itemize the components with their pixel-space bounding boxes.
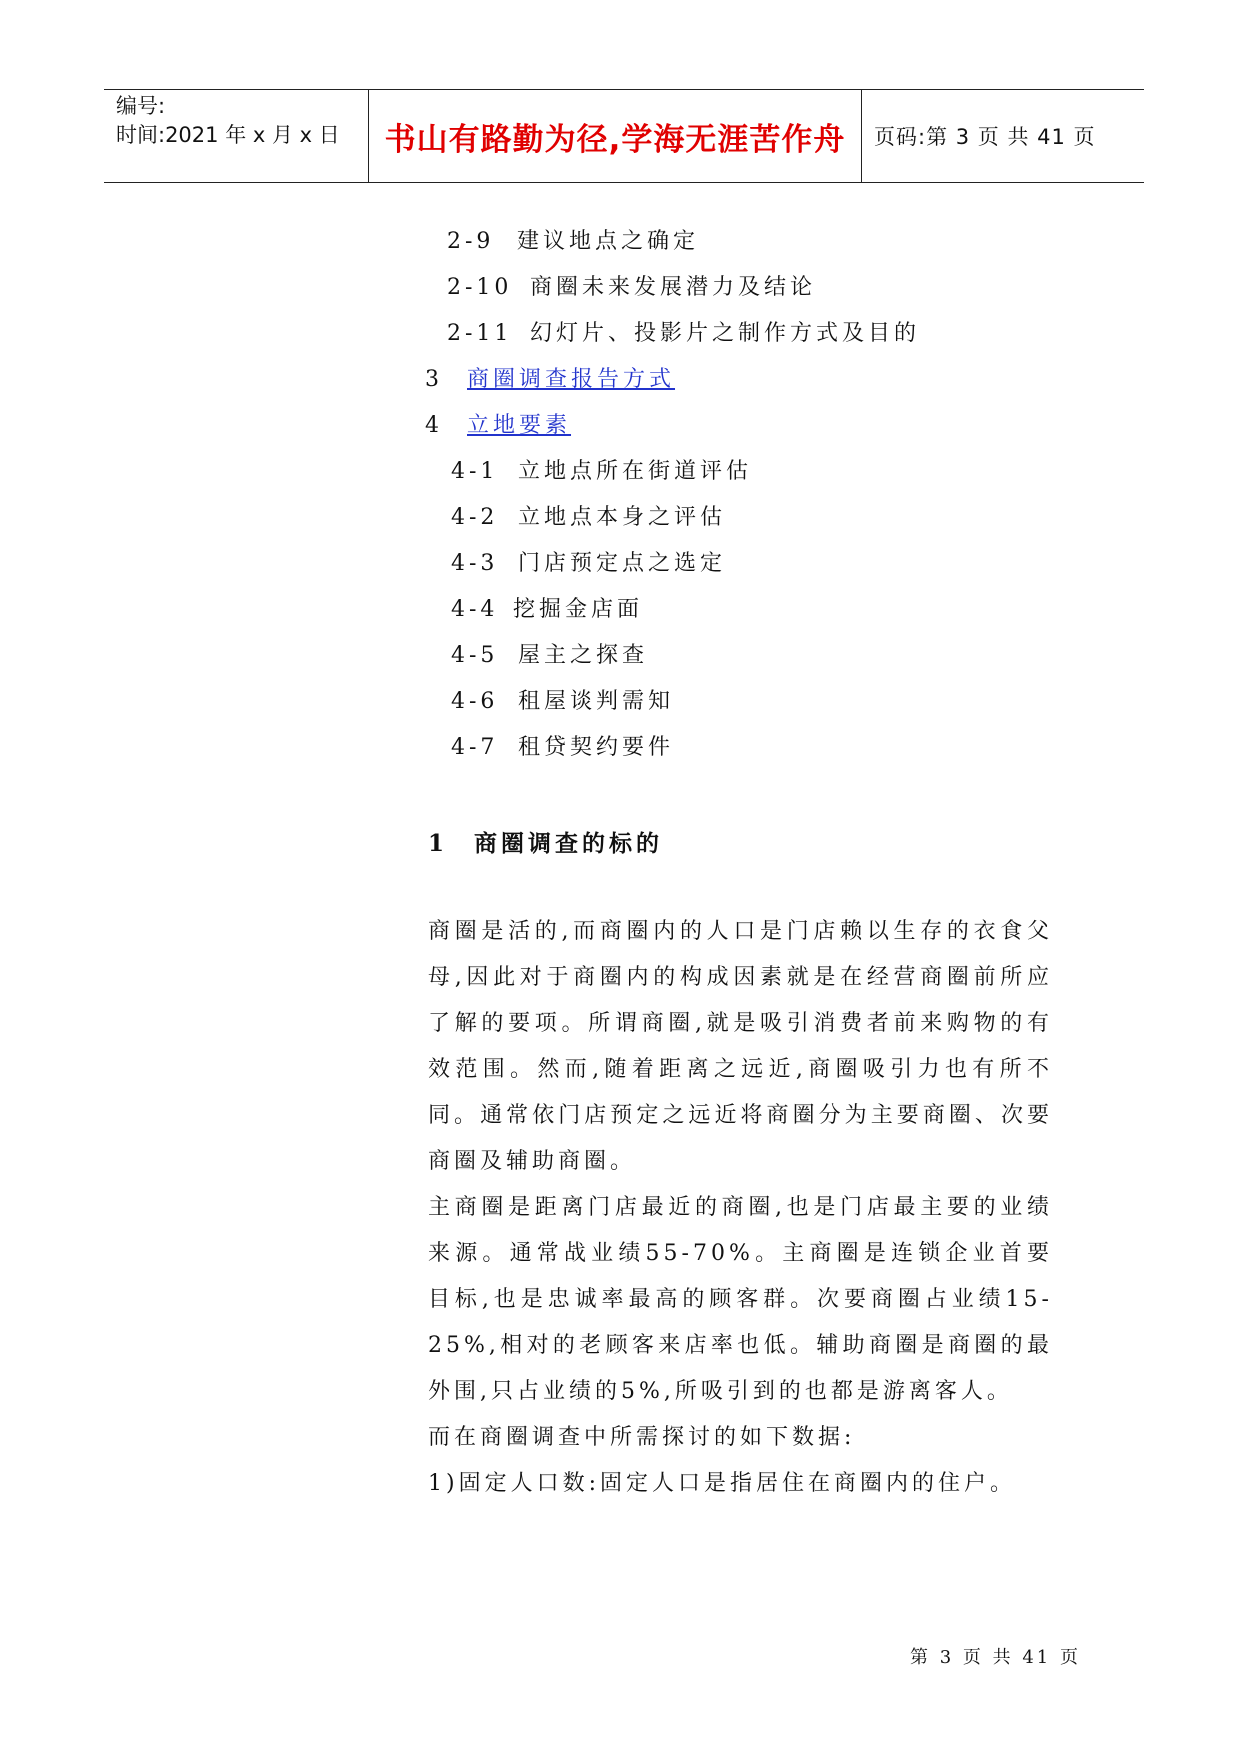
toc-item <box>451 454 752 485</box>
toc-item-link[interactable] <box>425 362 675 393</box>
paragraph-fixed-population: 1)固定人口数:固定人口是指居住在商圈内的住户。 <box>428 1471 1016 1496</box>
toc-item <box>447 270 816 301</box>
toc-item <box>451 500 726 531</box>
header-motto: 书山有路勤为径,学海无涯苦作舟 <box>369 90 862 182</box>
toc-item <box>451 546 726 577</box>
toc-item-number: 2-9 <box>447 229 495 254</box>
toc-item-text: 挖掘金店面 <box>513 597 644 622</box>
paragraph-data-intro: 而在商圈调查中所需探讨的如下数据: <box>428 1425 856 1450</box>
toc-item-number: 3 <box>425 367 443 392</box>
toc-item-text: 门店预定点之选定 <box>518 551 727 576</box>
toc-link-location-factors[interactable]: 立地要素 <box>467 413 572 438</box>
header-meta <box>104 90 369 182</box>
toc-item <box>447 316 920 347</box>
paragraph-trade-area-types: 主商圈是距离门店最近的商圈,也是门店最主要的业绩来源。通常战业绩55-70%。主商圈是连锁企业首要目标,也是忠诚率最高的顾客群。次要商圈占业绩15-25%,相对的老顾客来店率也低。辅助商圈是商圈的最外围,只占业绩的5%,所吸引到的也都是游离客人。 <box>428 1195 1053 1404</box>
toc-item <box>451 684 674 715</box>
header-page-label: 页码:第 3 页 共 41 页 <box>874 125 1096 149</box>
toc-item-text: 租屋谈判需知 <box>518 689 675 714</box>
toc-item-number: 4-7 <box>451 735 499 760</box>
toc-item-number: 4-2 <box>451 505 499 530</box>
section-heading <box>428 825 663 858</box>
toc-item-text: 立地点所在街道评估 <box>518 459 753 484</box>
toc-item-text: 商圈未来发展潜力及结论 <box>530 275 817 300</box>
toc-item <box>447 224 699 255</box>
toc-item-number: 4-5 <box>451 643 499 668</box>
toc-item-number: 4-1 <box>451 459 499 484</box>
toc-item-text: 租贷契约要件 <box>518 735 675 760</box>
toc-item-number: 2-11 <box>447 321 513 346</box>
toc-item-number: 4-3 <box>451 551 499 576</box>
page-footer: 第 3 页 共 41 页 <box>910 1647 1081 1668</box>
section-number: 1 <box>428 830 449 857</box>
document-time-label: 时间:2021 年 x 月 x 日 <box>116 123 340 147</box>
toc-item-number: 2-10 <box>447 275 513 300</box>
toc-item-text: 幻灯片、投影片之制作方式及目的 <box>530 321 921 346</box>
toc-item-text: 立地点本身之评估 <box>518 505 727 530</box>
toc-item <box>451 592 643 623</box>
toc-item-text: 屋主之探查 <box>518 643 649 668</box>
paragraph-trade-area-intro: 商圈是活的,而商圈内的人口是门店赖以生存的衣食父母,因此对于商圈内的构成因素就是在经营商圈前所应了解的要项。所谓商圈,就是吸引消费者前来购物的有效范围。然而,随着距离之远近,商圈吸引力也有所不同。通常依门店预定之远近将商圈分为主要商圈、次要商圈及辅助商圈。 <box>428 919 1053 1174</box>
toc-item <box>451 638 648 669</box>
toc-item <box>451 730 674 761</box>
page-header <box>104 89 1144 183</box>
section-title: 商圈调查的标的 <box>474 831 663 857</box>
toc-item-number: 4-4 <box>451 597 499 622</box>
toc-item-link[interactable] <box>425 408 571 439</box>
toc-link-survey-report[interactable]: 商圈调查报告方式 <box>467 367 676 392</box>
toc-item-number: 4-6 <box>451 689 499 714</box>
toc-item-number: 4 <box>425 413 443 438</box>
document-number-label: 编号: <box>116 94 166 118</box>
toc-item-text: 建议地点之确定 <box>517 229 700 254</box>
